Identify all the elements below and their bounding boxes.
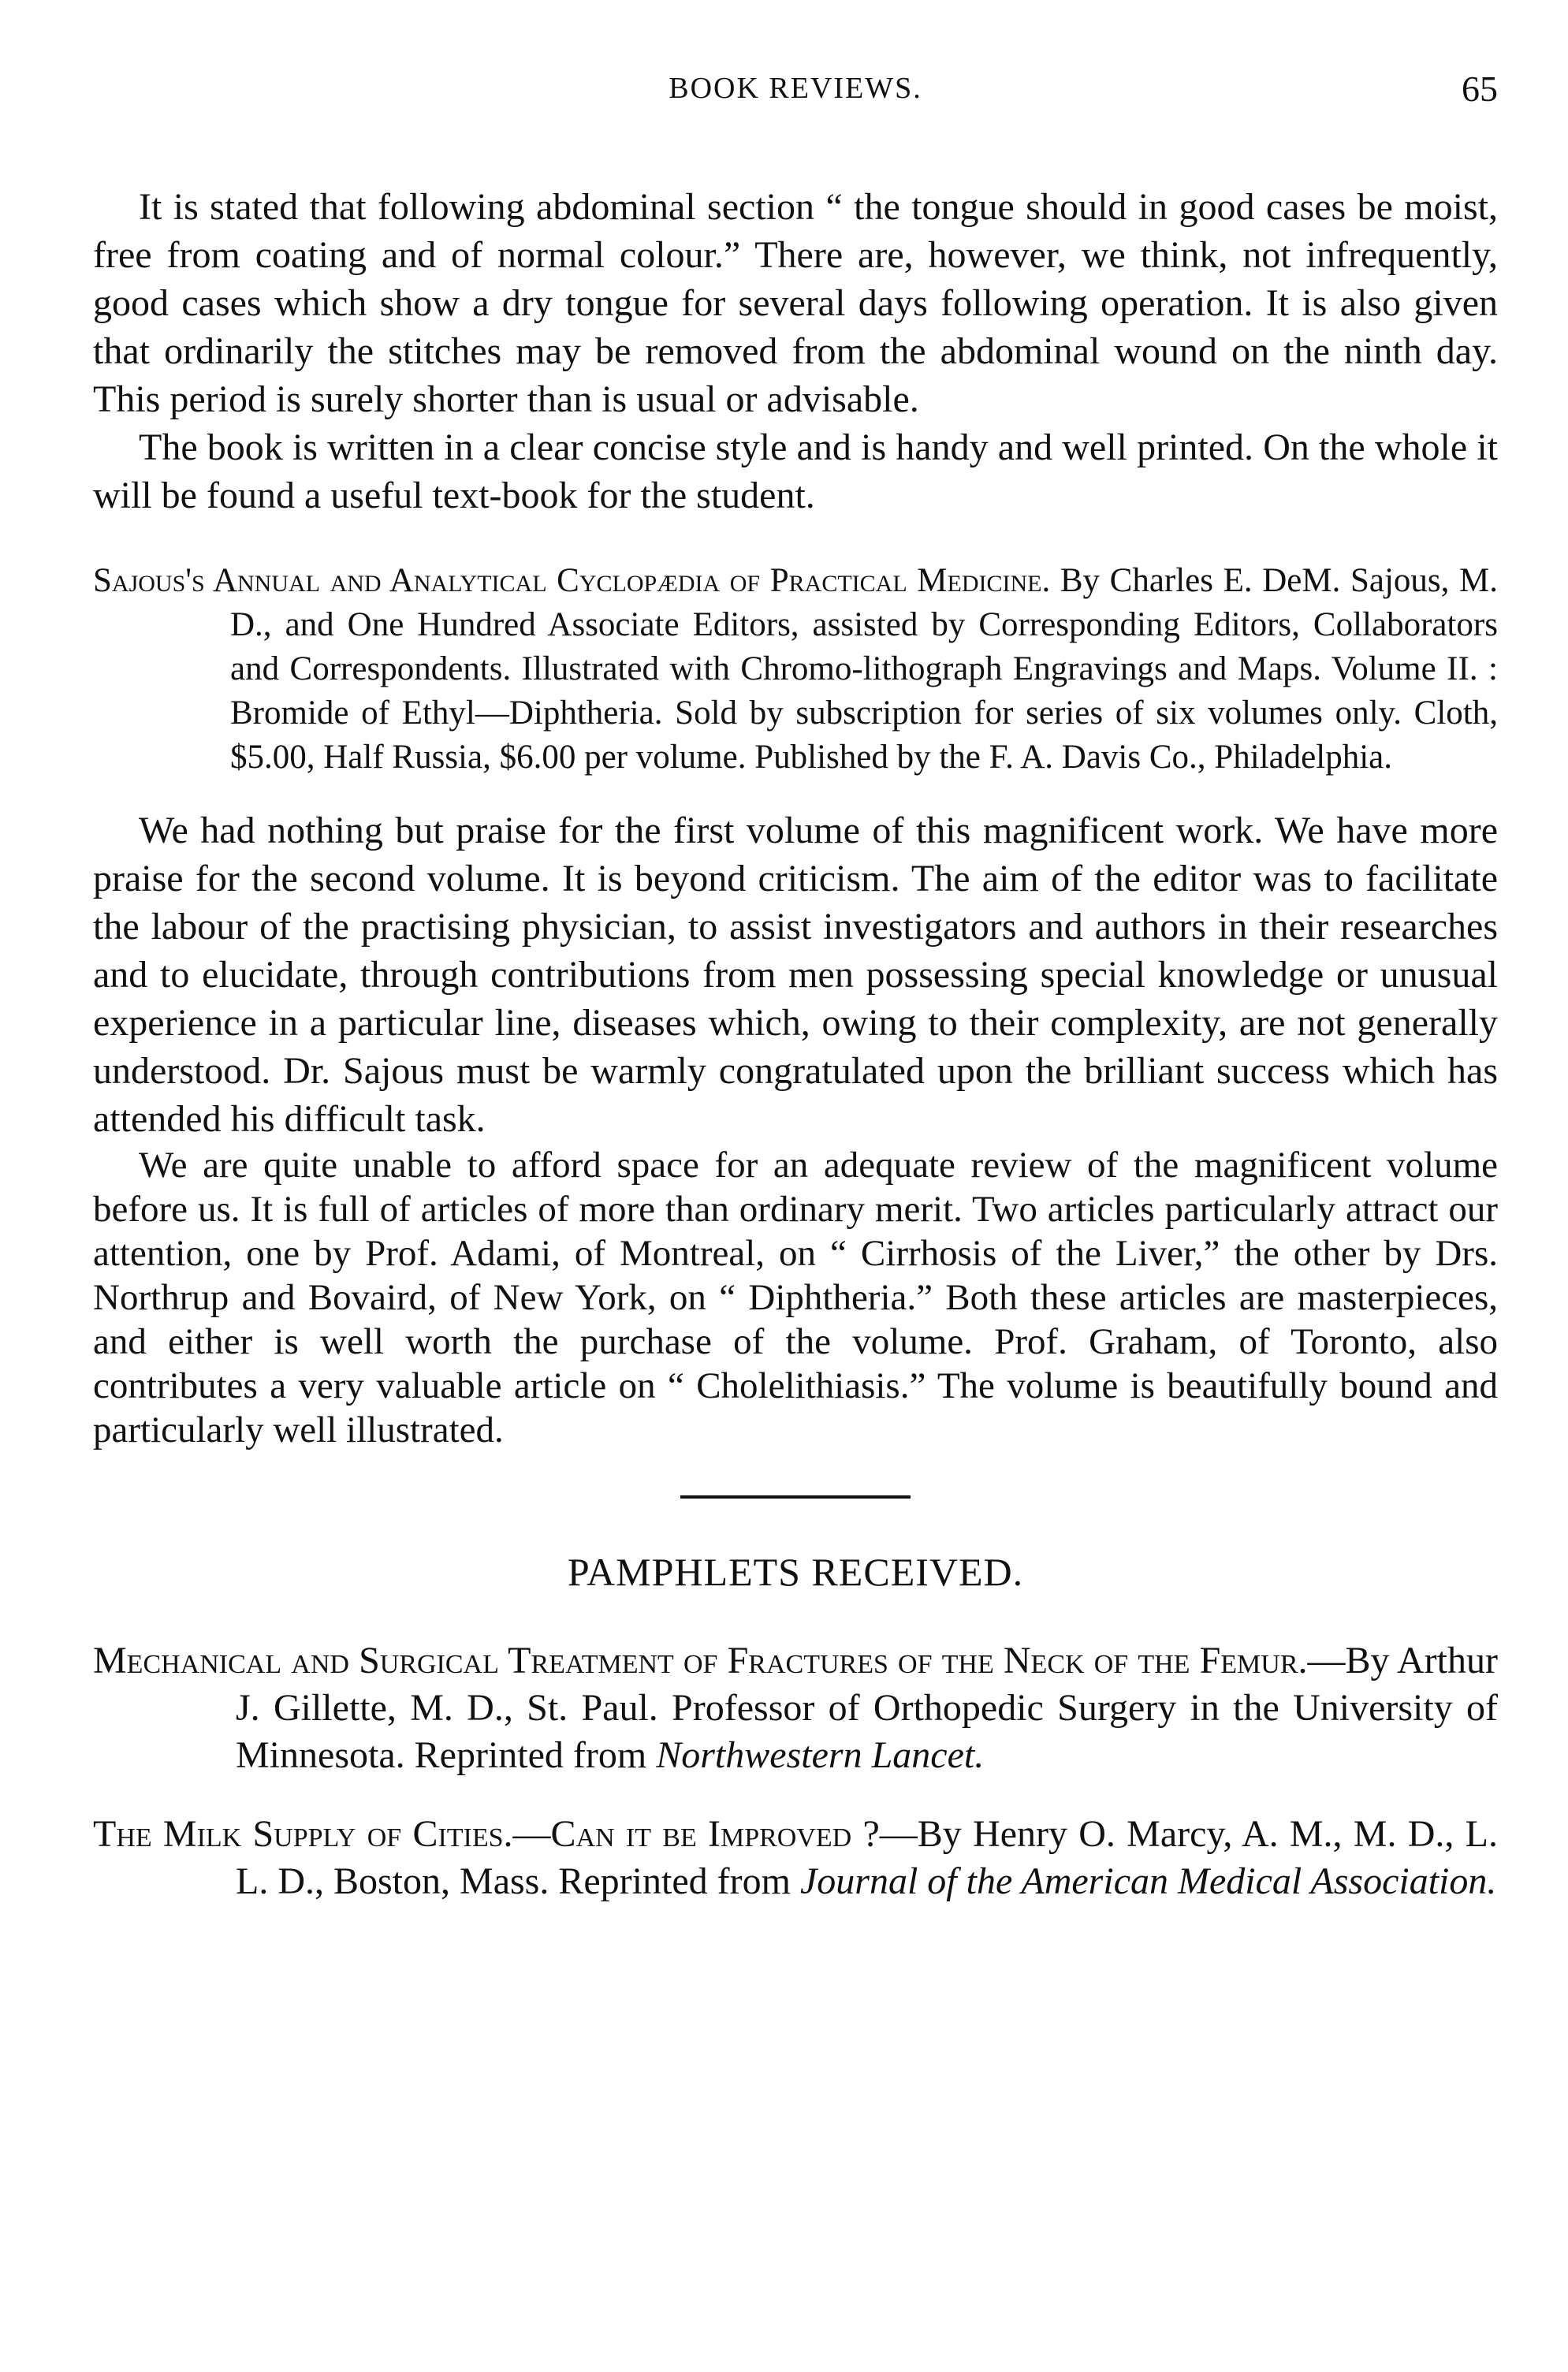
pamphlet-details: —By Arthur J. Gillette, M. D., St. Paul. Professor of Orthopedic Surgery in the University of Minnesota. Reprinted from	[236, 1640, 1498, 1776]
page-number: 65	[1462, 69, 1498, 109]
previous-review-continuation	[93, 183, 1498, 519]
section-heading: PAMPHLETS RECEIVED.	[567, 1550, 1024, 1594]
pamphlet-entry	[93, 1811, 1498, 1905]
review-entry-heading	[93, 559, 1498, 780]
sajous-review	[93, 559, 1498, 1452]
pamphlets-section	[93, 1549, 1498, 1905]
book-page	[93, 71, 1498, 1937]
review-paragraph: We had nothing but praise for the first volume of this magnificent work. We have more praise for the second volume. It is beyond criticism. The aim of the editor was to facilitate the labour of the practising physician, to assist investigators and authors in their researches and to elucidate, through contributions from men possessing special knowledge or unusual experience in a particular line, diseases which, owing to their complexity, are not generally understood. Dr. Sajous must be warmly congratulated upon the brilliant success which has attended his difficult task.	[93, 810, 1498, 1140]
running-head	[93, 71, 1498, 126]
review-entry-title: Sajous's Annual and Analytical Cyclopædia of Practical Medicine.	[93, 562, 1051, 599]
pamphlet-entry	[93, 1637, 1498, 1779]
review-entry-details: By Charles E. DeM. Sajous, M. D., and One Hundred Associate Editors, assisted by Corresponding Editors, Collaborators and Correspondents. Illustrated with Chromo-lithograph Engravings and Maps. Volume II. : Bromide of Ethyl—Diphtheria. Sold by subscription for series of six volumes only. Cloth, $5.00, Half Russia, $6.00 per volume. Published by the F. A. Davis Co., Philadelphia.	[230, 562, 1499, 776]
pamphlet-source: Northwestern Lancet.	[656, 1734, 985, 1776]
section-divider	[680, 1495, 911, 1499]
review-paragraph: It is stated that following abdominal section “ the tongue should in good cases be moist, free from coating and of normal colour.” There are, however, we think, not infrequently, good cases which show a dry tongue for several days following operation. It is also given that ordinarily the stitches may be removed from the abdominal wound on the ninth day. This period is surely shorter than is usual or advisable.	[93, 186, 1498, 420]
pamphlet-title: The Milk Supply of Cities.—Can it be Improved ?	[93, 1813, 880, 1855]
pamphlet-title: Mechanical and Surgical Treatment of Fractures of the Neck of the Femur.	[93, 1640, 1308, 1681]
running-title: BOOK REVIEWS.	[669, 72, 922, 105]
review-paragraph: We are quite unable to afford space for an adequate review of the magnificent volume before us. It is full of articles of more than ordinary merit. Two articles particularly attract our attention, one by Prof. Adami, of Montreal, on “ Cirrhosis of the Liver,” the other by Drs. Northrup and Bovaird, of New York, on “ Diphtheria.” Both these articles are masterpieces, and either is well worth the purchase of the volume. Prof. Graham, of Toronto, also contributes a very valuable article on “ Cholelithiasis.” The volume is beautifully bound and particularly well illustrated.	[93, 1145, 1498, 1450]
review-paragraph: The book is written in a clear concise style and is handy and well printed. On the whole it will be found a useful text-book for the student.	[93, 426, 1498, 516]
pamphlet-details: —By Henry O. Marcy, A. M., M. D., L. L. D., Boston, Mass. Reprinted from	[236, 1813, 1498, 1902]
pamphlet-source: Journal of the American Medical Association.	[799, 1860, 1497, 1902]
